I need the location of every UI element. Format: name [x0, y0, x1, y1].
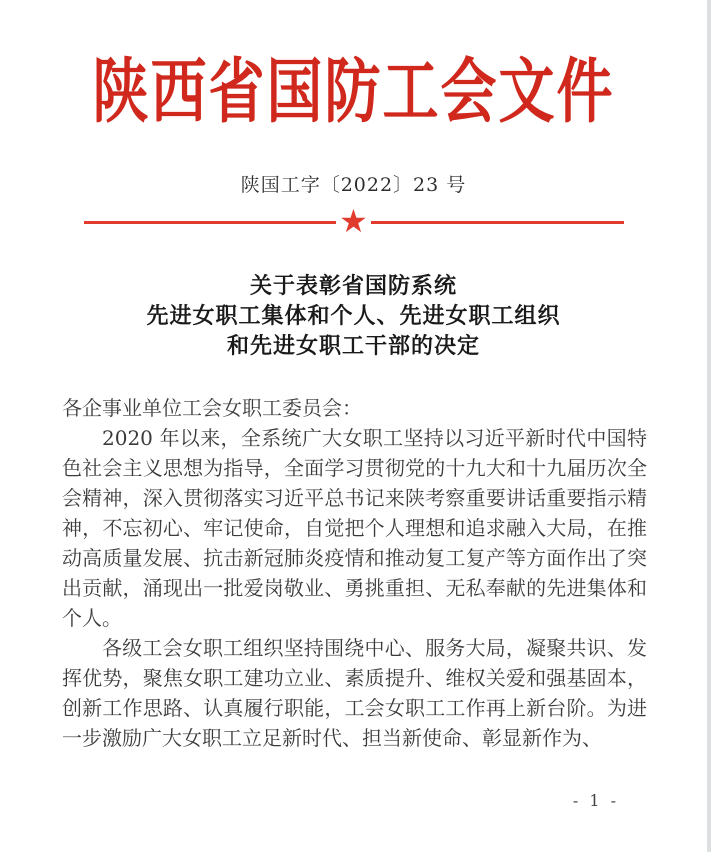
divider-line-right	[371, 221, 624, 224]
body-paragraph-1: 2020 年以来，全系统广大女职工坚持以习近平新时代中国特色社会主义思想为指导，全面学习贯彻党的十九大和十九届历次全会精神，深入贯彻落实习近平总书记来陕考察重要讲话重要指示精神，不忘初心、牢记使命，自觉把个人理想和追求融入大局，在推动高质量发展、抗击新冠肺炎疫情和推动复工复产等方面作出了突出贡献，涌现出一批爱岗敬业、勇挑重担、无私奉献的先进集体和个人。	[62, 425, 647, 630]
document-title-line-2: 先进女职工集体和个人、先进女职工组织	[146, 302, 561, 329]
star-icon: ★	[339, 201, 368, 240]
document-title-line-3: 和先进女职工干部的决定	[226, 332, 480, 359]
document-title	[0, 271, 707, 361]
masthead-title: 陕西省国防工会文件	[92, 50, 615, 134]
document-title-line-1: 关于表彰省国防系统	[249, 272, 457, 299]
page-number: - 1 -	[572, 791, 619, 810]
document-reference-number: 陕国工字〔2022〕23 号	[240, 173, 467, 196]
divider-line-left	[84, 221, 337, 224]
document-body	[62, 393, 647, 753]
body-paragraph-2: 各级工会女职工组织坚持围绕中心、服务大局，凝聚共识、发挥优势，聚焦女职工建功立业、素质提升、维权关爱和强基固本，创新工作思路、认真履行职能，工会女职工工作再上新台阶。为进一步激励广大女职工立足新时代、担当新使命、彰显新作为、	[62, 635, 647, 750]
red-divider	[84, 201, 624, 240]
salutation: 各企事业单位工会女职工委员会：	[62, 395, 362, 420]
masthead	[0, 50, 707, 134]
